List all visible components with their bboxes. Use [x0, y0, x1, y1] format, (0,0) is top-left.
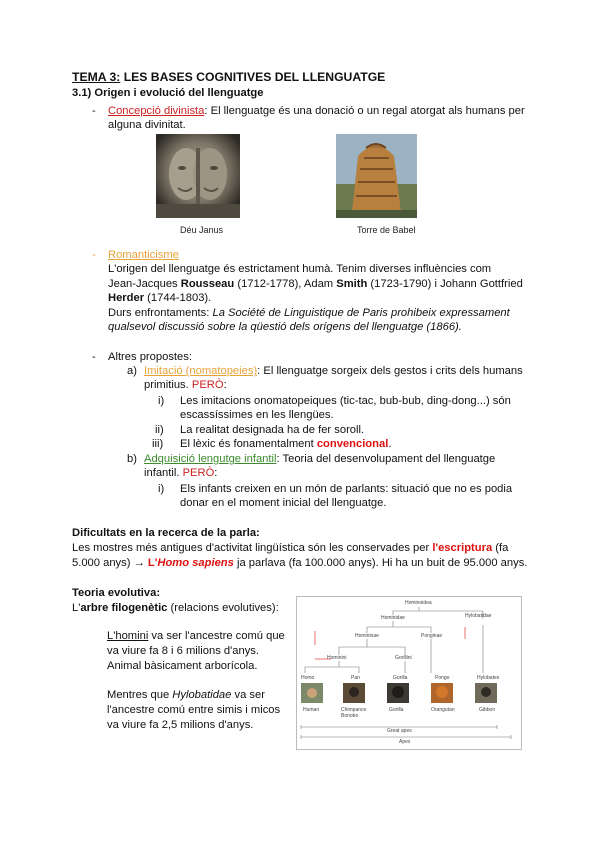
- tree-label-chimp: Chimpance Bonobo: [341, 707, 367, 719]
- bullet-others: -: [92, 351, 96, 363]
- rom-l2e: (1723-1790) i Johann Gottfried: [367, 278, 523, 290]
- a-text2a: primitius.: [144, 379, 192, 391]
- hylo-line3: va viure fa 2,5 milions d'anys.: [107, 719, 254, 731]
- name-smith: Smith: [336, 278, 368, 290]
- divine-text-line1: [108, 104, 525, 118]
- a-iii-line1: [180, 437, 391, 451]
- romanticism-line1: L'origen del llenguatge és estrictament humà. Tenim diverses influències com: [108, 263, 492, 275]
- a-ii-line1: La realitat designada ha de fer soroll.: [180, 424, 365, 436]
- hylo-line1: [107, 688, 265, 702]
- difficulties-heading: Dificultats en la recerca de la parla:: [72, 527, 260, 539]
- b-i-line2: donar en el moment inicial del llenguatge.: [180, 497, 387, 509]
- word-homo-sapiens: Homo sapiens: [157, 557, 234, 569]
- diff-l1c: (fa: [492, 542, 509, 554]
- homini-l1b: va ser l'ancestre comú que: [148, 630, 285, 642]
- a-pero: PERÒ: [191, 379, 224, 391]
- hylo-l1a: Mentres que: [107, 689, 173, 701]
- tree-label-orangutan: Orangutan: [431, 707, 455, 713]
- phylogenetic-tree-figure: [296, 596, 522, 750]
- homini-line3: Animal bàsicament arborícola.: [107, 660, 258, 672]
- marker-a-i: i): [158, 395, 165, 407]
- b-text2a: infantil.: [144, 467, 183, 479]
- divine-def: : El llenguatge és una donació o un regal atorgat als humans per: [204, 105, 525, 117]
- divine-text-line2: alguna divinitat.: [108, 119, 186, 131]
- a-i-line2: escassíssimes en les llengües.: [180, 409, 334, 421]
- tree-node-hominini: Hominini: [327, 655, 347, 661]
- b-text2c: :: [214, 467, 218, 479]
- a-iii-a: El lèxic és fonamentalment: [180, 438, 317, 450]
- marker-a-ii: ii): [155, 424, 164, 436]
- word-arbre: arbre filogenètic: [80, 602, 168, 614]
- rom-l4a: Durs enfrontaments:: [108, 307, 213, 319]
- item-a-line1: [144, 364, 523, 378]
- a-iii-c: .: [388, 438, 392, 450]
- b-text1: : Teoria del desenvolupament del llenguatge: [276, 453, 496, 465]
- bullet-divine: -: [92, 105, 96, 117]
- a-i-line1: Les imitacions onomatopeiques (tic-tac, bub-bub, ding-dong...) són: [180, 395, 511, 407]
- tree-node-pan: Pan: [351, 675, 360, 681]
- item-a-line2: [144, 378, 227, 392]
- diff-l2a: 5.000 anys) →: [72, 557, 148, 569]
- babel-image: [336, 134, 417, 218]
- rom-l4b: La Société de Linguistique de Paris prohibeix expressament: [212, 307, 510, 319]
- diff-l2b: L': [147, 557, 158, 569]
- title-text: LES BASES COGNITIVES DEL LLENGUATGE: [120, 70, 386, 84]
- word-convencional: convencional: [316, 438, 389, 450]
- tree-node-pongo: Pongo: [435, 675, 450, 681]
- rom-l2a: Jean-Jacques: [108, 278, 181, 290]
- marker-b: b): [127, 453, 137, 465]
- evolution-line1: [72, 601, 279, 615]
- tree-node-hominidae: Hominidae: [381, 615, 405, 621]
- word-homini: L'homini: [107, 630, 149, 642]
- homini-line2: va viure fa 8 i 6 milions d'anys.: [107, 645, 259, 657]
- hylo-line2: l'ancestre comú entre simis i micos: [107, 704, 281, 716]
- hylo-l1c: va ser: [231, 689, 265, 701]
- others-label: Altres propostes:: [108, 351, 192, 363]
- section-subtitle: 3.1) Origen i evolució del llenguatge: [72, 87, 264, 99]
- name-herder: Herder: [108, 292, 145, 304]
- bullet-romanticism: -: [92, 249, 96, 261]
- a-text1: : El llenguatge sorgeix dels gestos i crits dels humans: [257, 365, 523, 377]
- evo-l1c: (relacions evolutives):: [167, 602, 279, 614]
- tree-node-hylobates: Hylobates: [477, 675, 500, 681]
- rom-l2c: (1712-1778), Adam: [234, 278, 337, 290]
- item-b-line1: [144, 452, 495, 466]
- term-imitacio: Imitació (nomatopeies): [144, 365, 258, 377]
- romanticism-line5: qualsevol discussió sobre la qüestió dels orígens del llenguatge (1866).: [108, 321, 462, 333]
- marker-b-i: i): [158, 483, 165, 495]
- b-i-line1: Els infants creixen en un món de parlants: situació que no es podia: [180, 483, 513, 495]
- tree-label-gorilla: Gorilla: [389, 707, 404, 713]
- tree-node-ponginae: Ponginae: [421, 633, 443, 639]
- romanticism-line3: [108, 291, 211, 305]
- tree-label-gibbon: Gibbon: [479, 707, 496, 713]
- tree-node-homo: Homo: [301, 675, 315, 681]
- tree-node-gorillini: Gorillini: [395, 655, 412, 661]
- name-rousseau: Rousseau: [180, 278, 235, 290]
- difficulties-line1: [72, 541, 508, 555]
- item-b-line2: [144, 466, 217, 480]
- word-escriptura: l'escriptura: [432, 542, 493, 554]
- difficulties-line2: [72, 556, 527, 570]
- rom-l3b: (1744-1803).: [144, 292, 212, 304]
- diff-l2d: ja parlava (fa 100.000 anys). Hi ha un buit de 95.000 anys.: [233, 557, 528, 569]
- tree-node-hominoidea: Hominoidea: [405, 600, 432, 606]
- marker-a-iii: iii): [152, 438, 164, 450]
- evo-l1a: L': [72, 602, 81, 614]
- evolution-heading: Teoria evolutiva:: [72, 587, 161, 599]
- homini-line1: [107, 629, 285, 643]
- tree-bracket-great-apes: Great apes: [387, 728, 412, 734]
- romanticism-line2: [108, 277, 523, 291]
- b-pero: PERÒ: [182, 467, 215, 479]
- tree-label-human: Human: [303, 707, 320, 713]
- romanticism-line4: [108, 306, 510, 320]
- marker-a: a): [127, 365, 137, 377]
- title-tema: TEMA 3:: [72, 70, 121, 84]
- tree-bracket-apes: Apes: [399, 739, 411, 745]
- tree-node-homininae: Homininae: [355, 633, 379, 639]
- page-title: [72, 70, 385, 84]
- a-text2c: :: [223, 379, 227, 391]
- caption-janus: Déu Janus: [180, 225, 224, 235]
- term-adquisicio: Adquisició lengutge infantil: [144, 453, 277, 465]
- term-divinista: Concepció divinista: [108, 105, 205, 117]
- tree-node-gorilla: Gorilla: [393, 675, 408, 681]
- term-romanticisme: Romanticisme: [108, 249, 179, 261]
- word-hylobatidae: Hylobatidae: [172, 689, 232, 701]
- diff-l1a: Les mostres més antigues d'activitat lingüística són les conservades per: [72, 542, 433, 554]
- caption-babel: Torre de Babel: [357, 225, 416, 235]
- janus-image: [156, 134, 240, 218]
- tree-node-hylobatidae: Hylobatidae: [465, 613, 492, 619]
